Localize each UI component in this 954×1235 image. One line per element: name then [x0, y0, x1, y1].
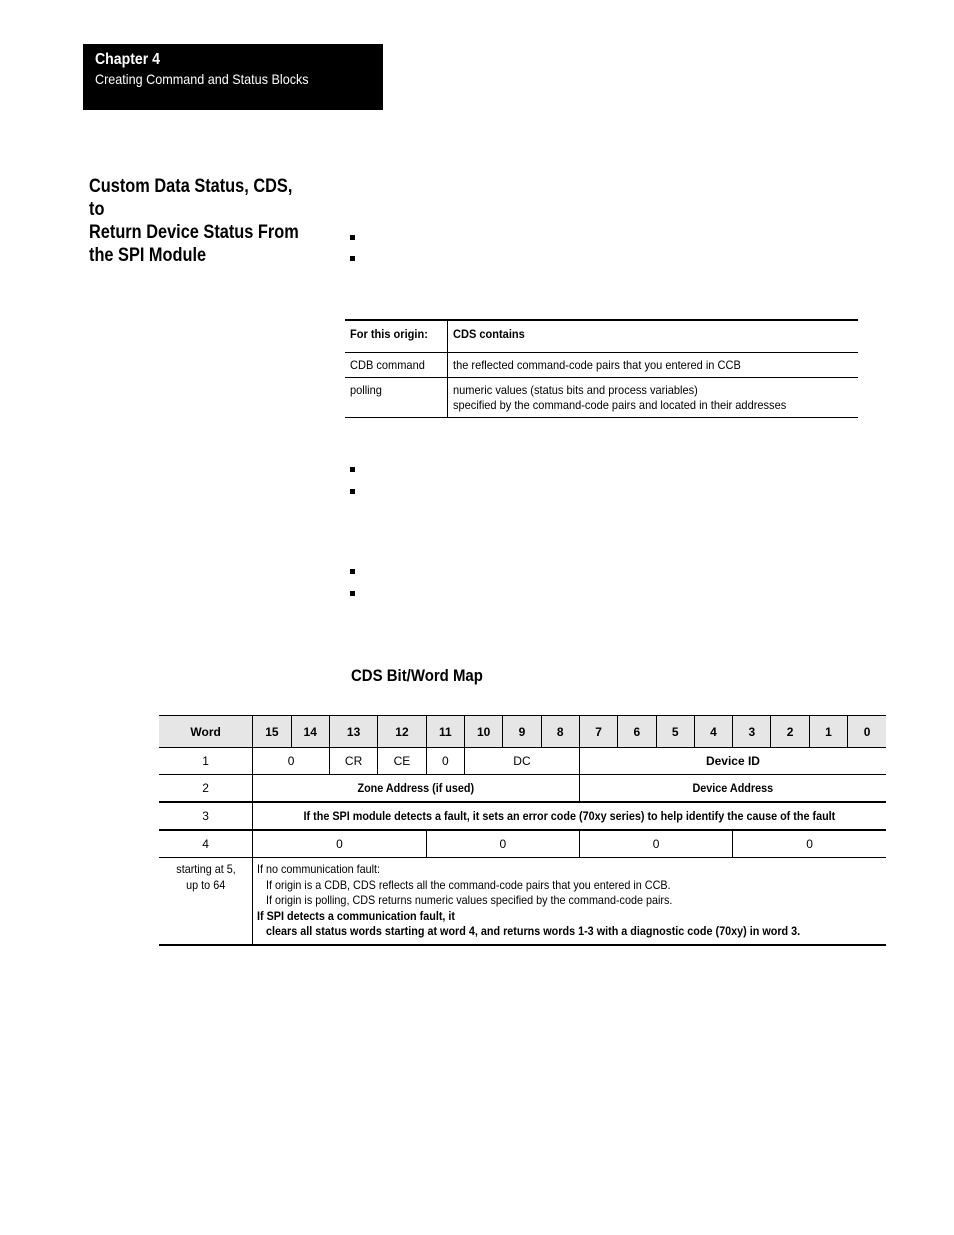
bit-header: 12 — [378, 716, 426, 748]
map-row-3 — [159, 802, 886, 830]
map-row-2 — [159, 775, 886, 803]
word-number: 2 — [159, 775, 253, 803]
map-row-5 — [159, 858, 886, 945]
contains-cell: the reflected command-code pairs that you entered in CCB — [453, 358, 741, 372]
chapter-header — [83, 44, 383, 110]
bit-header: 2 — [771, 716, 809, 748]
word-number: 4 — [159, 830, 253, 858]
origin-cell: polling — [345, 378, 448, 418]
origin-table — [345, 319, 858, 418]
bit-field: Device Address — [579, 775, 886, 803]
contains-cell: numeric values (status bits and process variables) specified by the command-code pairs and located in their addresses — [453, 383, 787, 412]
bit-header: 6 — [618, 716, 656, 748]
map-header-row — [159, 716, 886, 748]
origin-header: For this origin: — [345, 320, 448, 353]
word-number: 1 — [159, 748, 253, 775]
word-header: Word — [159, 716, 253, 748]
bit-field: 0 — [426, 748, 464, 775]
bit-header: 15 — [253, 716, 291, 748]
bit-field: Zone Address (if used) — [253, 775, 580, 803]
bullet-marker — [350, 235, 355, 240]
bit-header: 0 — [848, 716, 886, 748]
bit-header: 10 — [464, 716, 502, 748]
bit-field: CR — [329, 748, 377, 775]
bit-field: 0 — [253, 748, 330, 775]
bit-field: 0 — [733, 830, 886, 858]
bit-field: 0 — [579, 830, 732, 858]
bullet-marker — [350, 256, 355, 261]
heading-line: Return Device Status From — [89, 222, 299, 243]
map-row-1 — [159, 748, 886, 775]
heading-line: the SPI Module — [89, 245, 207, 266]
bullet-marker — [350, 591, 355, 596]
bit-header: 7 — [579, 716, 617, 748]
table-row — [345, 378, 858, 418]
bit-header: 1 — [809, 716, 847, 748]
cds-bit-word-map — [159, 715, 886, 946]
word-number: starting at 5, up to 64 — [159, 858, 253, 945]
origin-cell: CDB command — [345, 353, 448, 378]
bit-field: CE — [378, 748, 426, 775]
word-number: 3 — [159, 802, 253, 830]
bit-field: 0 — [253, 830, 426, 858]
bullet-marker — [350, 467, 355, 472]
bit-header: 9 — [503, 716, 541, 748]
bit-header: 11 — [426, 716, 464, 748]
bullet-marker — [350, 569, 355, 574]
bit-header: 3 — [733, 716, 771, 748]
bit-header: 13 — [329, 716, 377, 748]
table-row — [345, 353, 858, 378]
bit-field: If the SPI module detects a fault, it sets an error code (70xy series) to help identify the cause of the fault — [253, 802, 886, 830]
chapter-number: Chapter 4 — [95, 51, 160, 68]
heading-line: Custom Data Status, CDS, to — [89, 176, 293, 220]
word-description: If no communication fault: If origin is a CDB, CDS reflects all the command-code pairs that you entered in CCB. If origin is polling, CDS returns numeric values specified by the command-code pairs. If SPI detects a communication fault, it clears all status words starting at word 4, and returns words 1-3 with a diagnostic code (70xy) in word 3. — [253, 858, 886, 945]
contains-header: CDS contains — [453, 327, 525, 341]
bullet-marker — [350, 489, 355, 494]
bit-field: 0 — [426, 830, 579, 858]
bit-header: 8 — [541, 716, 579, 748]
bit-header: 14 — [291, 716, 329, 748]
chapter-title: Creating Command and Status Blocks — [95, 71, 309, 87]
map-title: CDS Bit/Word Map — [351, 666, 483, 685]
bit-field: Device ID — [579, 748, 886, 775]
bit-header: 4 — [694, 716, 732, 748]
section-heading — [89, 175, 304, 267]
bit-field: DC — [464, 748, 579, 775]
bit-header: 5 — [656, 716, 694, 748]
map-row-4 — [159, 830, 886, 858]
